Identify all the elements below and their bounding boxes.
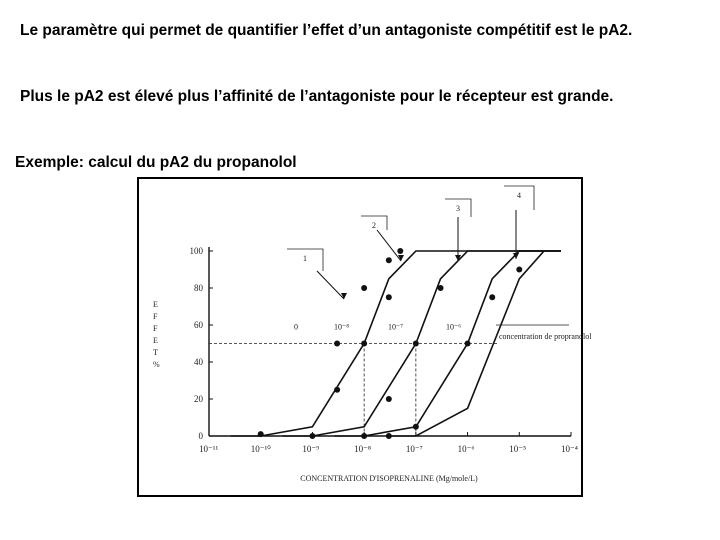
data-point (386, 396, 392, 402)
y-tick-label: 100 (189, 246, 203, 256)
chart-labels (153, 186, 592, 483)
y-axis-label-char: F (153, 312, 158, 321)
x-tick-label: 10⁻¹¹ (199, 444, 219, 454)
chart-axes (209, 247, 571, 436)
x-tick-label: 10⁻⁹ (302, 444, 320, 454)
legend-text: concentration de propranolol (499, 332, 592, 341)
y-axis-label-char: E (153, 300, 158, 309)
curve-4 (386, 251, 561, 436)
dose-response-figure (137, 177, 592, 497)
data-point (489, 294, 495, 300)
data-point (309, 433, 315, 439)
data-point (386, 433, 392, 439)
curve-label: 10⁻⁶ (446, 322, 462, 332)
curve-arrow (377, 230, 401, 261)
data-point (386, 294, 392, 300)
y-tick-label: 80 (194, 283, 203, 293)
x-tick-label: 10⁻⁴ (561, 444, 578, 454)
data-point (397, 248, 403, 254)
dose-response-chart (139, 179, 592, 495)
curve-number: 1 (303, 254, 307, 263)
x-tick-label: 10⁻⁵ (509, 444, 527, 454)
x-tick-label: 10⁻⁶ (457, 444, 475, 454)
data-point (258, 431, 264, 437)
y-tick-label: 20 (194, 394, 203, 404)
curve-arrow (317, 271, 344, 299)
reference-lines (209, 344, 499, 437)
curve-number: 2 (372, 221, 376, 230)
x-tick-label: 10⁻¹⁰ (250, 444, 271, 454)
example-heading: Exemple: calcul du pA2 du propanolol (15, 154, 297, 171)
data-point (361, 285, 367, 291)
x-tick-label: 10⁻⁸ (354, 444, 372, 454)
data-point (361, 433, 367, 439)
x-tick-label: 10⁻⁷ (405, 444, 423, 454)
y-axis-label (153, 300, 160, 369)
y-axis-label-char: T (153, 348, 158, 357)
y-axis-label-char: F (153, 324, 158, 333)
x-axis-label: CONCENTRATION D'ISOPRENALINE (Mg/mole/L) (300, 474, 478, 483)
curve-label: 10⁻⁷ (388, 322, 404, 332)
data-point (361, 341, 367, 347)
y-tick-label: 60 (194, 320, 203, 330)
y-tick-label: 0 (198, 431, 203, 441)
arrowhead (341, 293, 347, 299)
paragraph-pa2-affinity: Plus le pA2 est élevé plus l’affinité de l’antagoniste pour le récepteur est grande. (20, 88, 614, 105)
data-point (438, 285, 444, 291)
curve-number: 4 (517, 191, 521, 200)
data-point (413, 424, 419, 430)
curve-number: 3 (456, 204, 460, 213)
y-tick-label: 40 (194, 357, 203, 367)
data-point (413, 341, 419, 347)
data-point (516, 267, 522, 273)
y-axis-label-char: E (153, 336, 158, 345)
paragraph-pa2-definition: Le paramètre qui permet de quantifier l’effet d’un antagoniste compétitif est le pA2. (20, 22, 633, 39)
curve-label: 10⁻⁸ (334, 322, 350, 332)
data-point (334, 341, 340, 347)
curve-label: 0 (294, 322, 298, 332)
data-point (386, 257, 392, 263)
y-axis-label-char: % (153, 360, 160, 369)
data-point (334, 387, 340, 393)
data-point (465, 341, 471, 347)
curve-3 (334, 251, 561, 436)
